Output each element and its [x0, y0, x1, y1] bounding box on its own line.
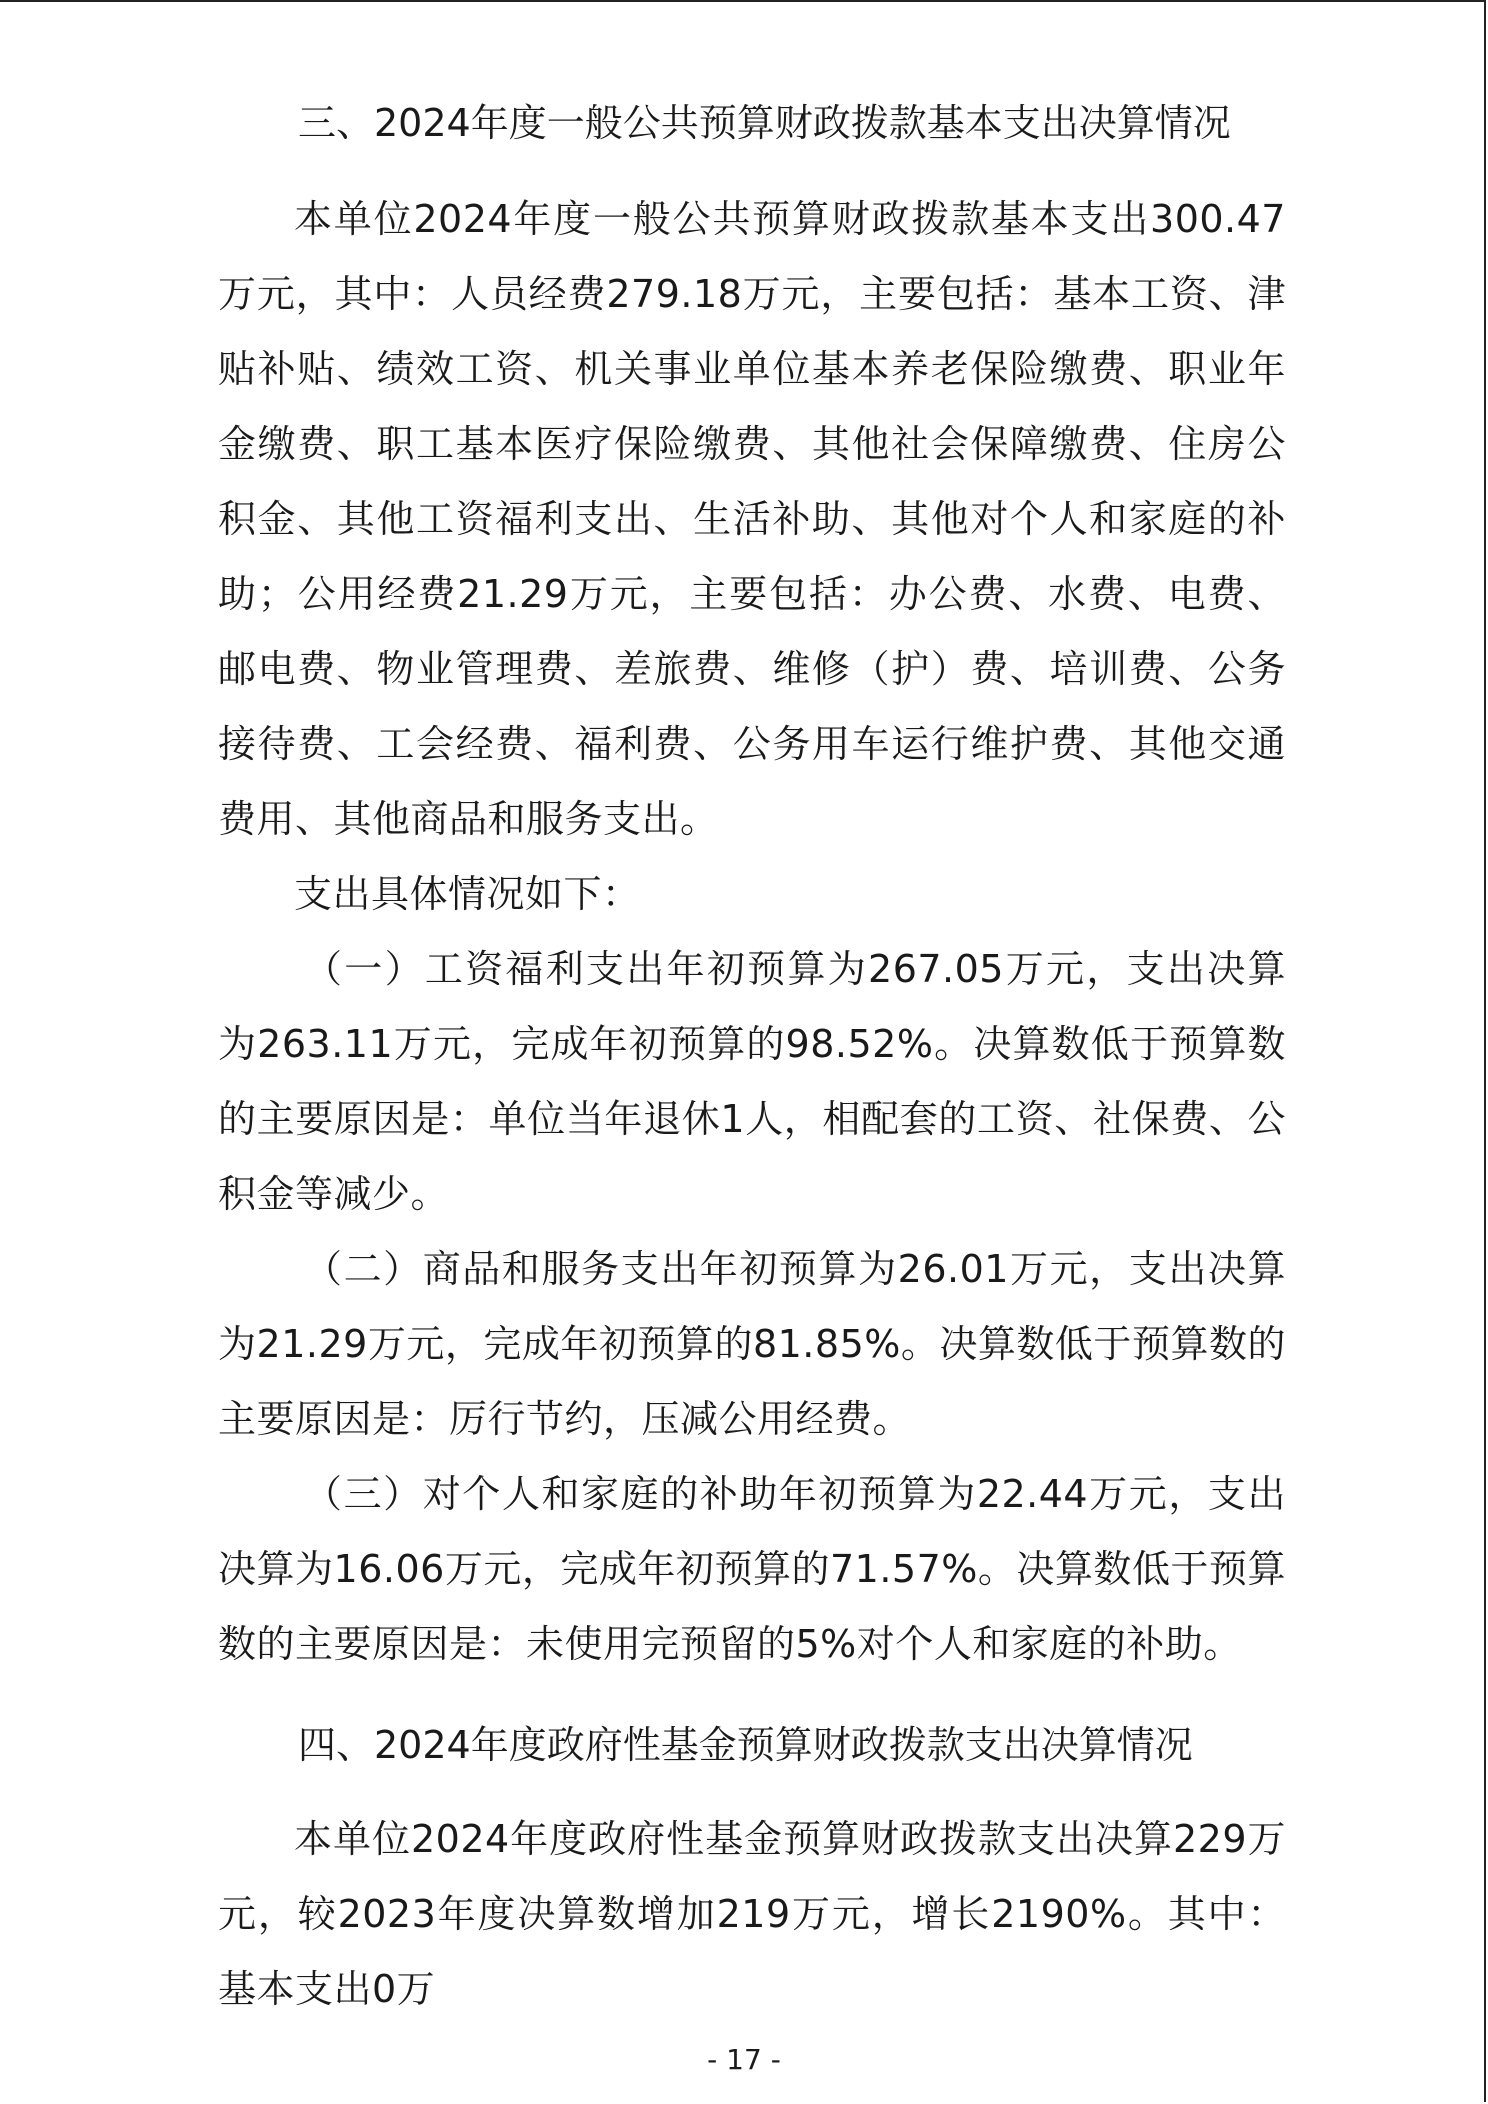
section-3-item-3: （三）对个人和家庭的补助年初预算为22.44万元，支出决算为16.06万元，完成年初预算的71.57%。决算数低于预算数的主要原因是：未使用完预留的5%对个人和家庭的补助。 — [218, 1472, 1286, 1666]
section-3-paragraph-2: 支出具体情况如下： — [294, 872, 641, 916]
section-4-heading: 四、2024年度政府性基金预算财政拨款支出决算情况 — [298, 1723, 1193, 1767]
section-3-item-2: （二）商品和服务支出年初预算为26.01万元，支出决算为21.29万元，完成年初预算的81.85%。决算数低于预算数的主要原因是：厉行节约，压减公用经费。 — [218, 1247, 1286, 1441]
section-4-paragraph-1: 本单位2024年度政府性基金预算财政拨款支出决算229万元，较2023年度决算数增加219万元，增长2190%。其中：基本支出0万 — [218, 1817, 1286, 2011]
document-body — [218, 88, 1286, 2027]
section-3-heading: 三、2024年度一般公共预算财政拨款基本支出决算情况 — [298, 101, 1231, 145]
page-number: - 17 - — [707, 2043, 781, 2076]
section-3-paragraph-1: 本单位2024年度一般公共预算财政拨款基本支出300.47万元，其中：人员经费279.18万元，主要包括：基本工资、津贴补贴、绩效工资、机关事业单位基本养老保险缴费、职业年金缴费、职工基本医疗保险缴费、其他社会保障缴费、住房公积金、其他工资福利支出、生活补助、其他对个人和家庭的补助；公用经费21.29万元，主要包括：办公费、水费、电费、邮电费、物业管理费、差旅费、维修（护）费、培训费、公务接待费、工会经费、福利费、公务用车运行维护费、其他交通费用、其他商品和服务支出。 — [218, 197, 1286, 841]
section-3-item-1: （一）工资福利支出年初预算为267.05万元，支出决算为263.11万元，完成年初预算的98.52%。决算数低于预算数的主要原因是：单位当年退休1人，相配套的工资、社保费、公积金等减少。 — [218, 947, 1286, 1216]
